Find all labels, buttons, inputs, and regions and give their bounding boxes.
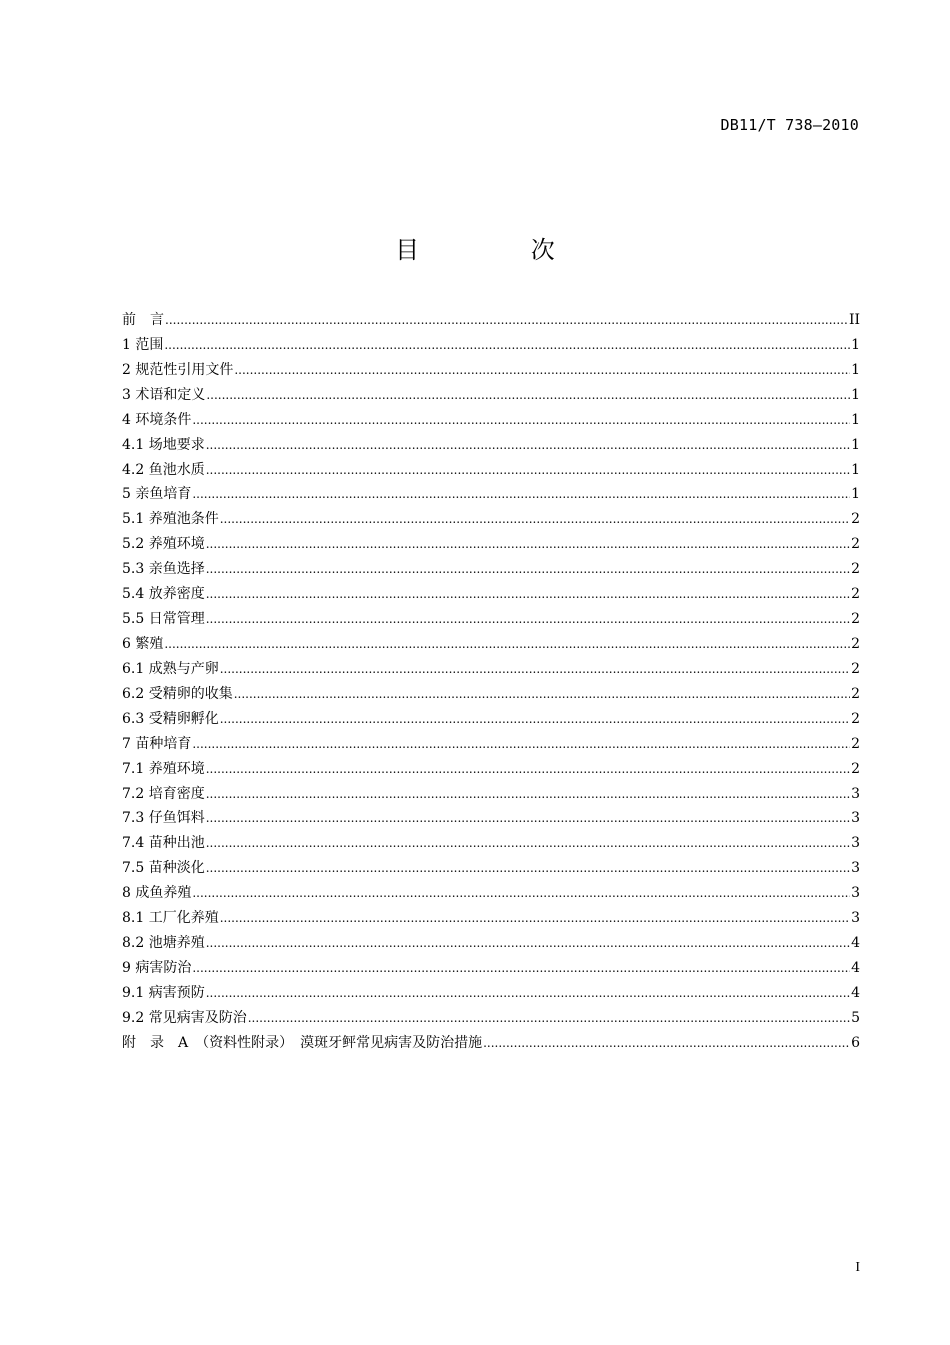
toc-dot-leader <box>164 333 850 357</box>
toc-entry-page: 2 <box>851 611 860 628</box>
toc-entry-label: 8 成鱼养殖 <box>122 885 192 902</box>
toc-dot-leader <box>206 383 850 407</box>
toc-entry-label: 8.2 池塘养殖 <box>122 935 205 952</box>
toc-entry[interactable] <box>122 906 860 931</box>
toc-entry[interactable] <box>122 682 860 707</box>
toc-dot-leader <box>206 757 850 781</box>
toc-entry-label: 5.2 养殖环境 <box>122 536 205 553</box>
toc-dot-leader <box>164 632 850 656</box>
toc-entry[interactable] <box>122 532 860 557</box>
toc-entry-label: 前 言 <box>122 312 164 328</box>
toc-dot-leader <box>192 956 850 980</box>
toc-entry-label: 5 亲鱼培育 <box>122 486 192 503</box>
toc-entry-label: 5.3 亲鱼选择 <box>122 561 205 578</box>
page-title: 目 次 <box>395 236 607 264</box>
toc-dot-leader <box>206 557 850 581</box>
toc-entry-page: 3 <box>851 835 860 852</box>
toc-entry-label: 2 规范性引用文件 <box>122 361 234 378</box>
toc-entry-label: 4.1 场地要求 <box>122 436 205 453</box>
toc-entry[interactable] <box>122 433 860 458</box>
toc-dot-leader <box>192 881 850 905</box>
toc-dot-leader <box>220 507 850 531</box>
toc-entry-page: 2 <box>851 635 860 652</box>
toc-entry[interactable] <box>122 632 860 657</box>
table-of-contents <box>122 308 860 1056</box>
toc-entry[interactable] <box>122 557 860 582</box>
toc-dot-leader <box>206 433 850 457</box>
toc-dot-leader <box>206 782 850 806</box>
toc-dot-leader <box>206 831 850 855</box>
toc-dot-leader <box>206 856 850 880</box>
toc-entry[interactable] <box>122 831 860 856</box>
toc-dot-leader <box>206 582 850 606</box>
toc-entry[interactable] <box>122 458 860 483</box>
toc-entry[interactable] <box>122 1006 860 1031</box>
toc-entry-page: 3 <box>851 910 860 927</box>
toc-entry-label: 4 环境条件 <box>122 411 192 428</box>
toc-entry[interactable] <box>122 333 860 358</box>
toc-entry-label: 5.4 放养密度 <box>122 586 205 603</box>
toc-entry-page: 3 <box>851 860 860 877</box>
toc-entry-label: 6.1 成熟与产卵 <box>122 660 219 677</box>
toc-entry-label: 1 范围 <box>122 336 164 353</box>
toc-entry-page: 2 <box>851 586 860 603</box>
toc-entry[interactable] <box>122 308 860 333</box>
toc-entry[interactable] <box>122 981 860 1006</box>
toc-entry-label: 6.2 受精卵的收集 <box>122 685 233 702</box>
toc-entry-label: 3 术语和定义 <box>122 386 206 403</box>
toc-entry-page: 2 <box>851 735 860 752</box>
toc-entry-page: 3 <box>851 785 860 802</box>
toc-entry[interactable] <box>122 782 860 807</box>
toc-entry-page: II <box>848 312 860 328</box>
toc-entry[interactable] <box>122 358 860 383</box>
toc-entry[interactable] <box>122 931 860 956</box>
toc-entry-page: 4 <box>851 984 860 1001</box>
toc-dot-leader <box>206 458 850 482</box>
toc-entry-label: 7.1 养殖环境 <box>122 760 205 777</box>
page-number: I <box>855 1260 860 1275</box>
toc-entry-label: 7 苗种培育 <box>122 735 192 752</box>
toc-entry-page: 1 <box>851 436 860 453</box>
toc-entry[interactable] <box>122 657 860 682</box>
standard-code: DB11/T 738—2010 <box>720 116 859 134</box>
toc-entry-page: 2 <box>851 660 860 677</box>
toc-entry-label: 附 录 A （资料性附录） 漠斑牙鲆常见病害及防治措施 <box>122 1034 483 1051</box>
toc-entry-page: 1 <box>851 336 860 353</box>
toc-entry[interactable] <box>122 732 860 757</box>
toc-entry-page: 2 <box>851 536 860 553</box>
toc-entry[interactable] <box>122 607 860 632</box>
toc-entry-page: 1 <box>851 461 860 478</box>
toc-entry[interactable] <box>122 1031 860 1056</box>
toc-entry[interactable] <box>122 806 860 831</box>
toc-entry-page: 1 <box>851 486 860 503</box>
toc-entry[interactable] <box>122 482 860 507</box>
toc-dot-leader <box>206 607 850 631</box>
toc-entry-label: 6 繁殖 <box>122 635 164 652</box>
toc-dot-leader <box>234 358 850 382</box>
toc-entry-page: 1 <box>851 386 860 403</box>
toc-entry-page: 1 <box>851 361 860 378</box>
toc-entry-label: 9 病害防治 <box>122 959 192 976</box>
toc-entry-page: 3 <box>851 885 860 902</box>
toc-dot-leader <box>206 532 850 556</box>
toc-dot-leader <box>206 806 850 830</box>
toc-entry[interactable] <box>122 757 860 782</box>
toc-dot-leader <box>192 732 850 756</box>
toc-entry-page: 2 <box>851 561 860 578</box>
toc-entry-page: 4 <box>851 959 860 976</box>
toc-entry-label: 7.5 苗种淡化 <box>122 860 205 877</box>
toc-dot-leader <box>192 482 850 506</box>
toc-dot-leader <box>165 308 848 332</box>
toc-entry[interactable] <box>122 956 860 981</box>
toc-entry-page: 2 <box>851 511 860 528</box>
toc-entry-page: 4 <box>851 935 860 952</box>
toc-entry[interactable] <box>122 383 860 408</box>
toc-dot-leader <box>234 682 850 706</box>
toc-entry-label: 5.5 日常管理 <box>122 611 205 628</box>
toc-dot-leader <box>206 931 850 955</box>
toc-entry-page: 6 <box>851 1034 860 1051</box>
toc-entry[interactable] <box>122 507 860 532</box>
toc-entry-label: 7.3 仔鱼饵料 <box>122 810 205 827</box>
toc-dot-leader <box>220 657 850 681</box>
toc-entry-label: 9.1 病害预防 <box>122 984 205 1001</box>
toc-entry-label: 8.1 工厂化养殖 <box>122 910 219 927</box>
toc-entry-label: 6.3 受精卵孵化 <box>122 710 219 727</box>
toc-dot-leader <box>220 707 850 731</box>
toc-dot-leader <box>206 981 850 1005</box>
toc-entry[interactable] <box>122 881 860 906</box>
toc-entry[interactable] <box>122 408 860 433</box>
toc-entry-page: 1 <box>851 411 860 428</box>
toc-entry-page: 5 <box>851 1009 860 1026</box>
toc-entry-page: 2 <box>851 685 860 702</box>
toc-entry[interactable] <box>122 582 860 607</box>
toc-entry-label: 7.4 苗种出池 <box>122 835 205 852</box>
toc-entry-label: 7.2 培育密度 <box>122 785 205 802</box>
toc-dot-leader <box>220 906 850 930</box>
toc-entry[interactable] <box>122 856 860 881</box>
toc-entry-label: 4.2 鱼池水质 <box>122 461 205 478</box>
toc-entry-page: 2 <box>851 710 860 727</box>
toc-entry-page: 3 <box>851 810 860 827</box>
toc-entry-label: 5.1 养殖池条件 <box>122 511 219 528</box>
toc-dot-leader <box>192 408 850 432</box>
toc-dot-leader <box>248 1006 850 1030</box>
toc-entry-page: 2 <box>851 760 860 777</box>
toc-dot-leader <box>483 1031 850 1055</box>
toc-entry[interactable] <box>122 707 860 732</box>
toc-entry-label: 9.2 常见病害及防治 <box>122 1009 247 1026</box>
